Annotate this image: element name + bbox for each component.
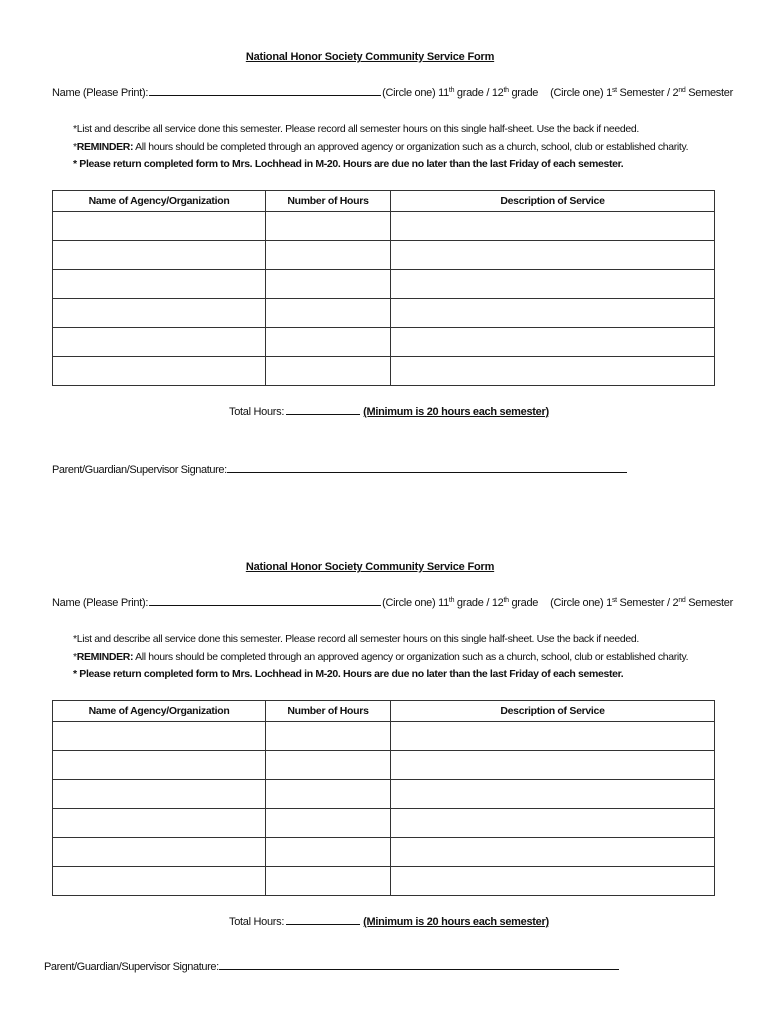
column-header-hours: Number of Hours xyxy=(266,191,391,212)
agency-cell[interactable] xyxy=(53,867,266,896)
hours-cell[interactable] xyxy=(266,357,391,386)
description-cell[interactable] xyxy=(391,328,715,357)
table-row xyxy=(53,357,715,386)
column-header-hours: Number of Hours xyxy=(266,701,391,722)
grade-choice[interactable]: (Circle one) 11th grade / 12th grade xyxy=(382,597,539,609)
total-hours-label: Total Hours: xyxy=(229,916,285,928)
hours-cell[interactable] xyxy=(266,241,391,270)
total-hours-line xyxy=(229,405,549,418)
table-row xyxy=(53,722,715,751)
agency-cell[interactable] xyxy=(53,780,266,809)
signature-label: Parent/Guardian/Supervisor Signature: xyxy=(44,961,219,973)
signature-line xyxy=(44,960,619,973)
description-cell[interactable] xyxy=(391,241,715,270)
instructions xyxy=(73,631,688,684)
total-hours-line xyxy=(229,915,549,928)
instruction-reminder: *REMINDER: All hours should be completed through an approved agency or organization such as a church, school, club or established charity. xyxy=(73,140,689,153)
description-cell[interactable] xyxy=(391,270,715,299)
agency-cell[interactable] xyxy=(53,299,266,328)
table-row xyxy=(53,299,715,328)
table-row xyxy=(53,867,715,896)
description-cell[interactable] xyxy=(391,838,715,867)
description-cell[interactable] xyxy=(391,299,715,328)
hours-cell[interactable] xyxy=(266,299,391,328)
form-title: National Honor Society Community Service Form xyxy=(245,561,495,573)
hours-cell[interactable] xyxy=(266,780,391,809)
minimum-hours-note: (Minimum is 20 hours each semester) xyxy=(363,406,549,418)
agency-cell[interactable] xyxy=(53,328,266,357)
instruction-reminder: *REMINDER: All hours should be completed through an approved agency or organization such as a church, school, club or established charity. xyxy=(73,650,689,663)
table-row xyxy=(53,212,715,241)
signature-line xyxy=(52,463,627,476)
service-table xyxy=(52,190,715,386)
table-row xyxy=(53,241,715,270)
total-hours-field[interactable] xyxy=(286,405,360,415)
table-row xyxy=(53,780,715,809)
hours-cell[interactable] xyxy=(266,722,391,751)
description-cell[interactable] xyxy=(391,212,715,241)
agency-cell[interactable] xyxy=(53,838,266,867)
table-row xyxy=(53,328,715,357)
column-header-description: Description of Service xyxy=(391,701,715,722)
total-hours-label: Total Hours: xyxy=(229,406,285,418)
hours-cell[interactable] xyxy=(266,838,391,867)
grade-choice[interactable]: (Circle one) 11th grade / 12th grade xyxy=(382,87,539,99)
name-field[interactable] xyxy=(149,86,381,96)
name-label: Name (Please Print): xyxy=(52,87,149,99)
column-header-agency: Name of Agency/Organization xyxy=(53,191,266,212)
service-form-bottom xyxy=(0,510,770,1020)
agency-cell[interactable] xyxy=(53,270,266,299)
hours-cell[interactable] xyxy=(266,867,391,896)
instruction-return: * Please return completed form to Mrs. Lochhead in M-20. Hours are due no later than the last Friday of each semester. xyxy=(73,668,624,680)
total-hours-field[interactable] xyxy=(286,915,360,925)
description-cell[interactable] xyxy=(391,809,715,838)
hours-cell[interactable] xyxy=(266,328,391,357)
column-header-agency: Name of Agency/Organization xyxy=(53,701,266,722)
table-header-row xyxy=(53,191,715,212)
hours-cell[interactable] xyxy=(266,212,391,241)
instructions xyxy=(73,121,688,174)
instruction-list-describe: *List and describe all service done this semester. Please record all semester hours on this single half-sheet. Use the back if needed. xyxy=(73,123,639,135)
name-label: Name (Please Print): xyxy=(52,597,149,609)
description-cell[interactable] xyxy=(391,867,715,896)
name-grade-semester-line xyxy=(52,596,733,609)
hours-cell[interactable] xyxy=(266,270,391,299)
table-header-row xyxy=(53,701,715,722)
table-row xyxy=(53,809,715,838)
description-cell[interactable] xyxy=(391,722,715,751)
table-row xyxy=(53,270,715,299)
agency-cell[interactable] xyxy=(53,241,266,270)
semester-choice[interactable]: (Circle one) 1st Semester / 2nd Semester xyxy=(550,597,733,609)
name-grade-semester-line xyxy=(52,86,733,99)
name-field[interactable] xyxy=(149,596,381,606)
description-cell[interactable] xyxy=(391,357,715,386)
minimum-hours-note: (Minimum is 20 hours each semester) xyxy=(363,916,549,928)
agency-cell[interactable] xyxy=(53,751,266,780)
table-row xyxy=(53,751,715,780)
agency-cell[interactable] xyxy=(53,809,266,838)
description-cell[interactable] xyxy=(391,751,715,780)
agency-cell[interactable] xyxy=(53,212,266,241)
signature-field[interactable] xyxy=(219,960,619,970)
semester-choice[interactable]: (Circle one) 1st Semester / 2nd Semester xyxy=(550,87,733,99)
service-form-top xyxy=(0,0,770,510)
service-table xyxy=(52,700,715,896)
instruction-return: * Please return completed form to Mrs. Lochhead in M-20. Hours are due no later than the last Friday of each semester. xyxy=(73,158,624,170)
agency-cell[interactable] xyxy=(53,722,266,751)
hours-cell[interactable] xyxy=(266,751,391,780)
signature-label: Parent/Guardian/Supervisor Signature: xyxy=(52,464,227,476)
table-row xyxy=(53,838,715,867)
agency-cell[interactable] xyxy=(53,357,266,386)
column-header-description: Description of Service xyxy=(391,191,715,212)
description-cell[interactable] xyxy=(391,780,715,809)
form-title: National Honor Society Community Service Form xyxy=(245,51,495,63)
instruction-list-describe: *List and describe all service done this semester. Please record all semester hours on this single half-sheet. Use the back if needed. xyxy=(73,633,639,645)
signature-field[interactable] xyxy=(227,463,627,473)
hours-cell[interactable] xyxy=(266,809,391,838)
